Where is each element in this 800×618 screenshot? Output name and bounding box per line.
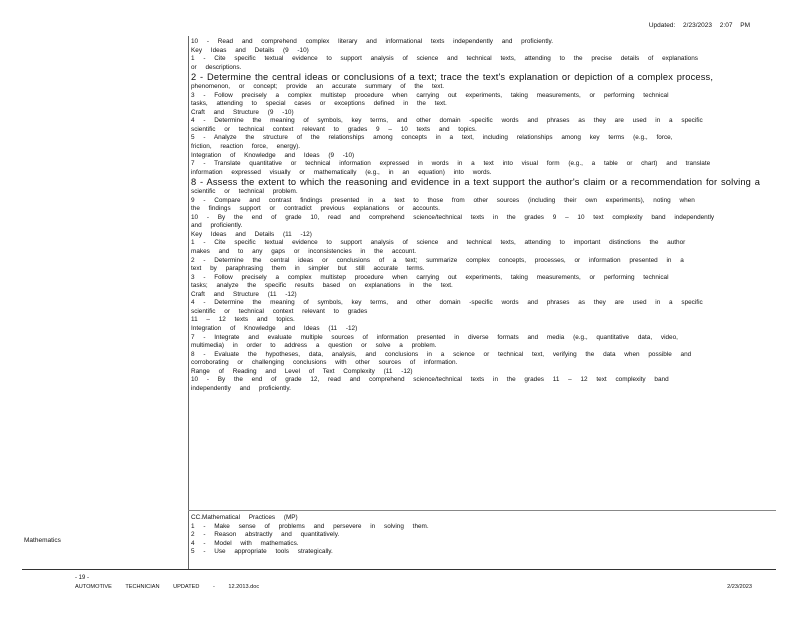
text-line: or descriptions. bbox=[191, 63, 242, 71]
math-line: 4 - Model with mathematics. bbox=[191, 539, 299, 547]
text-line: 2 - Determine the central ideas or conclusions of a text; summarize complex concepts, processes, or information presented in a bbox=[191, 256, 684, 264]
text-line: Integration of Knowledge and Ideas (11 -12) bbox=[191, 324, 358, 332]
text-line: 4 - Determine the meaning of symbols, key terms, and other domain -specific words and phrases as they are used in a specific bbox=[191, 117, 703, 125]
text-line: friction, reaction force, energy). bbox=[191, 143, 301, 151]
math-line: 2 - Reason abstractly and quantitatively. bbox=[191, 531, 340, 539]
page-header bbox=[649, 22, 750, 29]
text-line: 4 - Determine the meaning of symbols, key terms, and other domain -specific words and phrases as they are used in a specific bbox=[191, 299, 703, 307]
table-bottom-rule bbox=[22, 569, 776, 570]
text-line: makes and to any gaps or inconsistencies in the account. bbox=[191, 248, 416, 256]
text-line: Key Ideas and Details (9 -10) bbox=[191, 46, 309, 54]
text-line: phenomenon, or concept; provide an accurate summary of the text. bbox=[191, 83, 445, 91]
text-line: 7 - Integrate and evaluate multiple sources of information presented in diverse formats and media (e.g., quantitative data, video, bbox=[191, 333, 678, 341]
text-line: 8 - Evaluate the hypotheses, data, analysis, and conclusions in a science or technical text, verifying the data when possible and bbox=[191, 350, 692, 358]
math-line: CC.Mathematical Practices (MP) bbox=[191, 514, 298, 521]
text-line: tasks; analyze the specific results based on explanations in the text. bbox=[191, 282, 453, 290]
footer-doc-line: AUTOMOTIVE TECHNICIAN UPDATED - 12.2013.doc bbox=[75, 584, 260, 590]
updated-date: 2/23/2023 bbox=[683, 22, 712, 29]
standards-text bbox=[191, 38, 766, 393]
text-line: 9 - Compare and contrast findings presented in a text to those from other sources (including their own experiments), noting when bbox=[191, 196, 695, 204]
text-line: Range of Reading and Level of Text Complexity (11 -12) bbox=[191, 367, 413, 375]
text-line: 3 - Follow precisely a complex multistep procedure when carrying out experiments, taking measurements, or performing technical bbox=[191, 91, 669, 99]
text-line: 10 - By the end of grade 12, read and comprehend science/technical texts in the grades 11 – 12 text complexity band bbox=[191, 376, 669, 384]
text-line: 5 - Analyze the structure of the relationships among concepts in a text, including relationships among key terms (e.g., force, bbox=[191, 134, 673, 142]
text-line: text by paraphrasing them in simpler but still accurate terms. bbox=[191, 265, 425, 273]
updated-label: Updated: bbox=[648, 22, 676, 29]
updated-time: 2:07 bbox=[719, 22, 733, 29]
math-line: 1 - Make sense of problems and persevere in solving them. bbox=[191, 522, 429, 530]
subject-label: Mathematics bbox=[24, 537, 61, 544]
math-line: 5 - Use appropriate tools strategically. bbox=[191, 548, 333, 556]
text-line: information expressed visually or mathematically (e.g., in an equation) into words. bbox=[191, 168, 492, 176]
text-line: Craft and Structure (11 -12) bbox=[191, 290, 297, 298]
text-line: tasks, attending to special cases or exceptions defined in the text. bbox=[191, 100, 447, 108]
text-line: 8 - Assess the extent to which the reasoning and evidence in a text support the author's claim or a recommendation for solving a bbox=[191, 177, 761, 188]
text-line: 10 - Read and comprehend complex literary and informational texts independently and proficiently. bbox=[191, 38, 554, 45]
text-line: and proficiently. bbox=[191, 222, 243, 230]
column-divider bbox=[188, 36, 189, 569]
text-line: scientific or technical context relevant to grades 9 – 10 texts and topics. bbox=[191, 125, 477, 133]
text-line: scientific or technical context relevant to grades bbox=[191, 307, 368, 315]
row-divider bbox=[188, 510, 776, 511]
text-line: 11 – 12 texts and topics. bbox=[191, 316, 295, 324]
footer-date: 2/23/2023 bbox=[727, 584, 752, 590]
text-line: Integration of Knowledge and Ideas (9 -10) bbox=[191, 151, 355, 159]
text-line: corroborating or challenging conclusions with other sources of information. bbox=[191, 359, 458, 367]
text-line: 10 - By the end of grade 10, read and comprehend science/technical texts in the grades 9 – 10 text complexity band independently bbox=[191, 213, 715, 221]
text-line: the findings support or contradict previous explanations or accounts. bbox=[191, 205, 440, 213]
text-line: Key Ideas and Details (11 -12) bbox=[191, 230, 312, 238]
text-line: 7 - Translate quantitative or technical information expressed in words in a text into visual form (e.g., a table or chart) and translate bbox=[191, 160, 711, 168]
text-line: scientific or technical problem. bbox=[191, 188, 298, 196]
text-line: independently and proficiently. bbox=[191, 384, 291, 392]
text-line: 2 - Determine the central ideas or conclusions of a text; trace the text's explanation or depiction of a complex process, bbox=[191, 72, 714, 83]
updated-ampm: PM bbox=[740, 22, 750, 29]
text-line: Craft and Structure (9 -10) bbox=[191, 108, 294, 116]
text-line: 1 - Cite specific textual evidence to support analysis of science and technical texts, attending to the precise details of explanations bbox=[191, 55, 698, 63]
text-line: 1 - Cite specific textual evidence to support analysis of science and technical texts, attending to important distinctions the author bbox=[191, 239, 686, 247]
page-number: - 19 - bbox=[75, 575, 90, 581]
text-line: multimedia) in order to address a question or solve a problem. bbox=[191, 342, 437, 350]
text-line: 3 - Follow precisely a complex multistep procedure when carrying out experiments, taking measurements, or performing technical bbox=[191, 273, 669, 281]
math-practices bbox=[191, 514, 766, 557]
